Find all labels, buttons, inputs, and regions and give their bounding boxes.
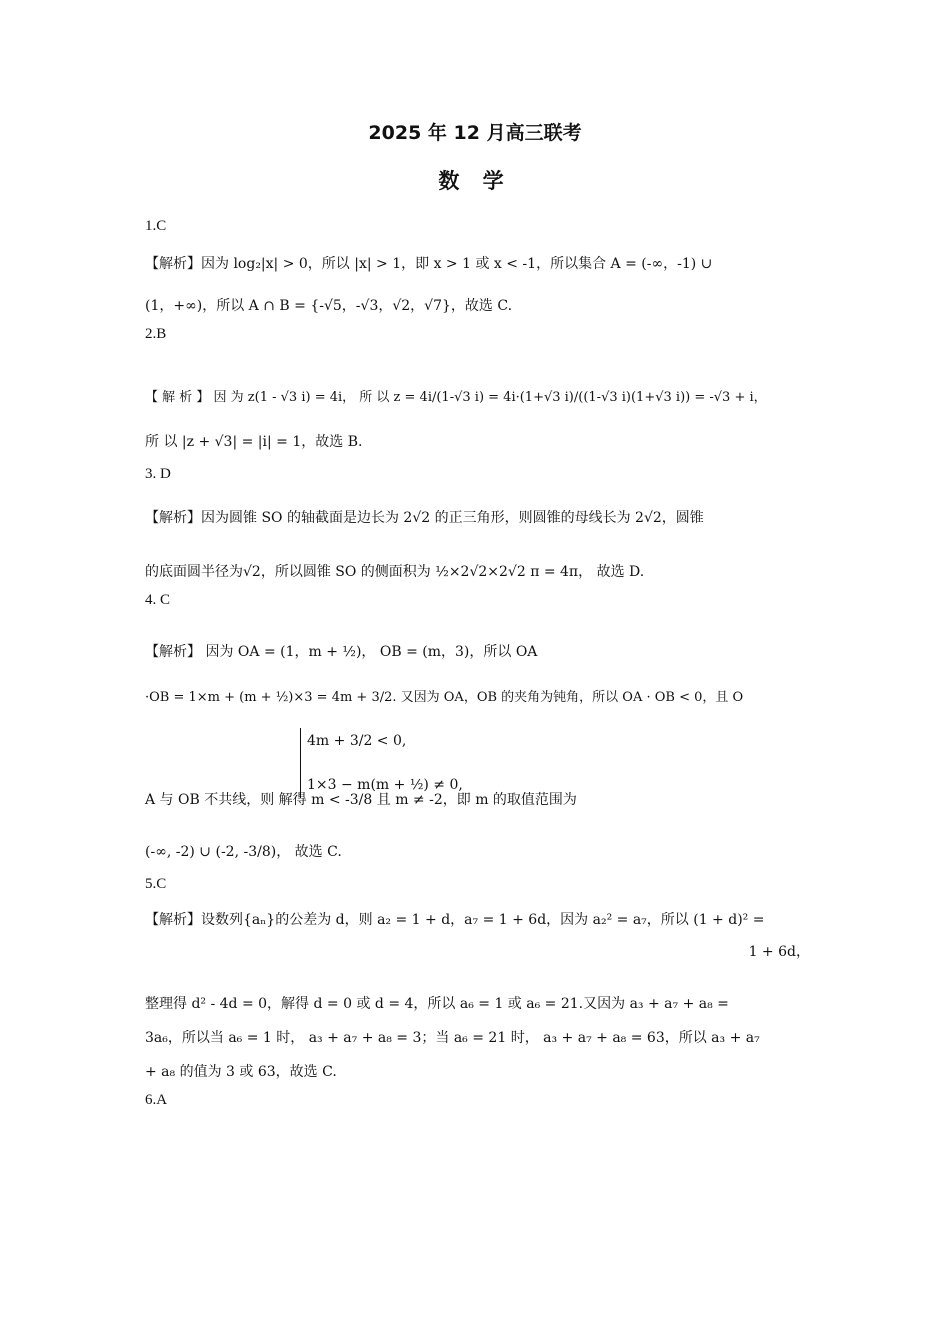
q4-solution-line-4: (-∞, -2) ∪ (-2, -3/8)， 故选 C. xyxy=(145,844,342,860)
q2-answer: 2.B xyxy=(145,326,167,342)
q3-solution-line-2: 的底面圆半径为√2，所以圆锥 SO 的侧面积为 ½×2√2×2√2 π = 4π， 故选 D. xyxy=(145,564,645,580)
q5-solution-line-2: 整理得 d² - 4d = 0，解得 d = 0 或 d = 4，所以 a₆ = 1 或 a₆ = 21.又因为 a₃ + a₇ + a₈ = xyxy=(145,996,729,1012)
q2-solution-line-2: 所 以 |z + √3| = |i| = 1，故选 B. xyxy=(145,434,363,450)
subject-title: 数 学 xyxy=(438,169,512,193)
system-row-2: 1×3 − m(m + ½) ≠ 0, xyxy=(307,777,463,793)
q1-solution-line-1: 【解析】因为 log₂|x| > 0，所以 |x| > 1，即 x > 1 或 x < -1，所以集合 A = (-∞，-1) ∪ xyxy=(145,256,713,272)
q4-solution-line-3: A 与 OB 不共线，则 解得 m < -3/8 且 m ≠ -2，即 m 的取值范围为 xyxy=(145,792,577,808)
system-row-1: 4m + 3/2 < 0, xyxy=(307,733,407,749)
q3-answer: 3. D xyxy=(145,466,171,482)
q3-solution-line-1: 【解析】因为圆锥 SO 的轴截面是边长为 2√2 的正三角形，则圆锥的母线长为 2√2，圆锥 xyxy=(145,510,704,526)
q5-solution-line-1b: 1 + 6d， xyxy=(748,944,810,960)
q1-solution-line-2: (1，+∞)，所以 A ∩ B = {-√5，-√3，√2，√7}，故选 C. xyxy=(145,298,513,314)
system-brace xyxy=(300,728,463,798)
q2-solution-line-1: 【 解 析 】 因 为 z(1 - √3 i) = 4i， 所 以 z = 4i/(1-√3 i) = 4i·(1+√3 i)/((1-√3 i)(1+√3 i)) = -√3 + i， xyxy=(145,390,767,405)
q6-answer: 6.A xyxy=(145,1092,168,1108)
document-title: 2025 年 12 月高三联考 xyxy=(368,122,582,144)
q4-solution-line-2: ·OB = 1×m + (m + ½)×3 = 4m + 3/2. 又因为 OA，OB 的夹角为钝角，所以 OA · OB < 0，且 O xyxy=(145,690,744,705)
q4-inequality-system xyxy=(300,728,500,798)
q5-solution-line-3: 3a₆，所以当 a₆ = 1 时， a₃ + a₇ + a₈ = 3；当 a₆ = 21 时， a₃ + a₇ + a₈ = 63，所以 a₃ + a₇ xyxy=(145,1030,760,1046)
q1-answer: 1.C xyxy=(145,218,167,234)
q5-solution-line-4: + a₈ 的值为 3 或 63，故选 C. xyxy=(145,1064,337,1080)
q4-answer: 4. C xyxy=(145,592,171,608)
q5-answer: 5.C xyxy=(145,876,167,892)
q4-solution-line-1: 【解析】 因为 OA = (1，m + ½)， OB = (m，3)，所以 OA xyxy=(145,644,538,660)
q5-solution-line-1: 【解析】设数列{aₙ}的公差为 d，则 a₂ = 1 + d，a₇ = 1 + 6d，因为 a₂² = a₇，所以 (1 + d)² = xyxy=(145,912,765,928)
